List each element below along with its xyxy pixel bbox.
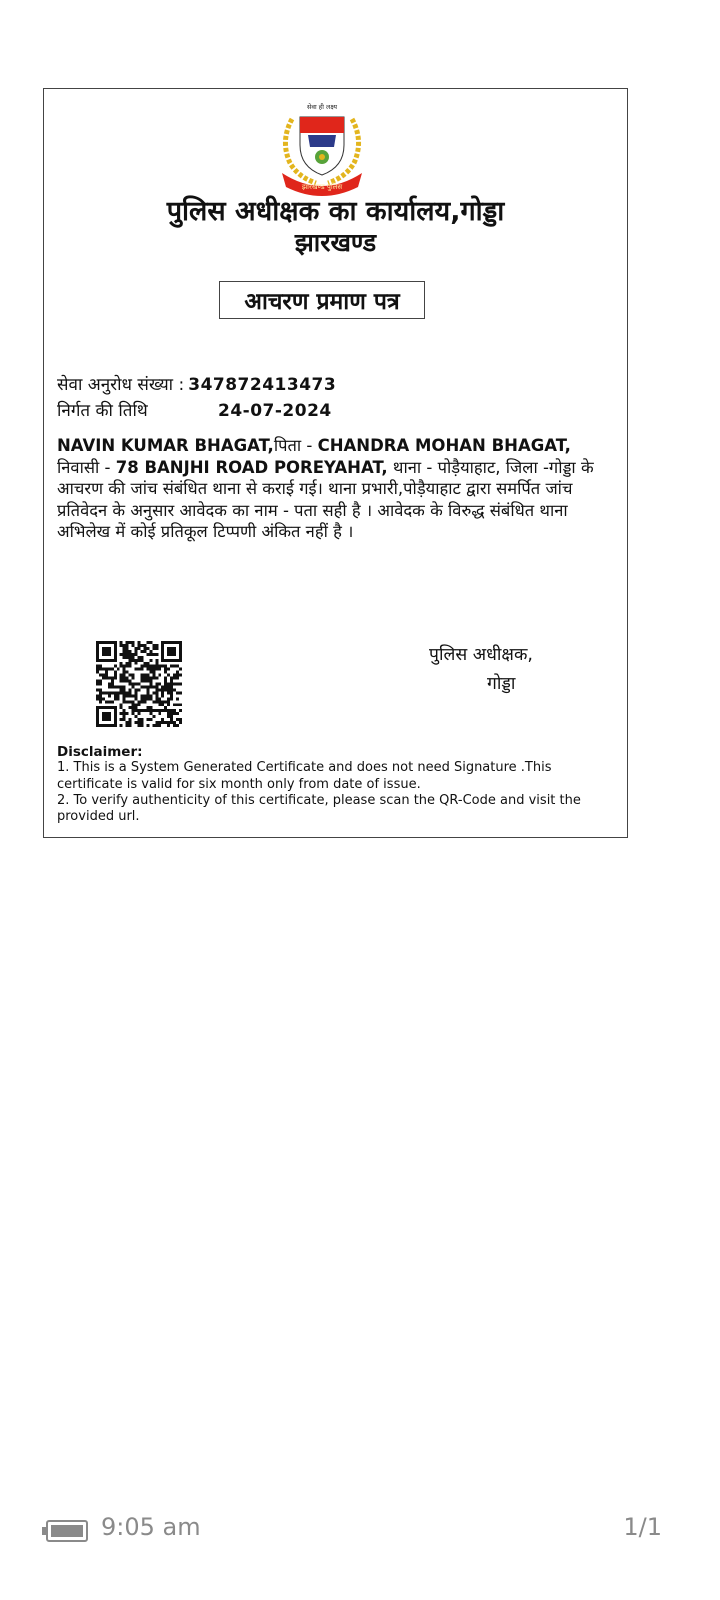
clock: 9:05 am — [101, 1513, 201, 1541]
battery-icon — [42, 1520, 88, 1542]
signatory-district: गोड्डा — [487, 674, 516, 694]
certificate-title: आचरण प्रमाण पत्र — [219, 281, 425, 319]
office-state: झारखण्ड — [294, 228, 377, 257]
issue-date-label: निर्गत की तिथि — [57, 401, 148, 421]
father-label: पिता - — [273, 436, 318, 455]
disclaimer — [57, 744, 597, 825]
certificate-body — [57, 435, 617, 543]
status-bar — [0, 1505, 720, 1551]
applicant-address: 78 BANJHI ROAD POREYAHAT, — [115, 457, 388, 477]
request-number-value: 347872413473 — [188, 375, 337, 395]
residence-label: निवासी - — [57, 457, 116, 477]
signatory-title: पुलिस अधीक्षक, — [429, 645, 533, 665]
father-name: CHANDRA MOHAN BHAGAT, — [317, 436, 571, 455]
certificate-statement: थाना - पोड़ैयाहाट, जिला -गोड्डा के आचरण की जांच संबंधित थाना से कराई गई। थाना प्रभारी,पोड़ैयाहाट द्वारा समर्पित जांच प्रतिवेदन के अनुसार आवेदक का नाम - पता सही है । आवेदक के विरुद्ध संबंधित थाना अभिलेख में कोई प्रतिकूल टिप्पणी अंकित नहीं है । — [57, 457, 594, 541]
disclaimer-line-1: 1. This is a System Generated Certificate and does not need Signature .This certificate is valid for six month only from date of issue. — [57, 760, 552, 792]
issue-date-row — [57, 398, 332, 421]
disclaimer-line-2: 2. To verify authenticity of this certificate, please scan the QR-Code and visit the provided url. — [57, 792, 581, 825]
conduct-certificate — [43, 88, 628, 838]
applicant-name: NAVIN KUMAR BHAGAT, — [57, 436, 274, 455]
emblem-ribbon-text: झारखण्ड पुलिस — [301, 183, 343, 191]
request-number-row — [57, 372, 336, 395]
signatory-block — [429, 641, 533, 699]
request-number-label: सेवा अनुरोध संख्या : — [57, 375, 185, 395]
emblem-motto: सेवा ही लक्ष्य — [306, 103, 338, 111]
jharkhand-police-emblem-icon — [272, 101, 372, 199]
qr-code-icon[interactable] — [96, 641, 182, 727]
office-title: पुलिस अधीक्षक का कार्यालय,गोड्डा — [166, 196, 505, 227]
issue-date-value: 24-07-2024 — [218, 401, 332, 421]
disclaimer-title: Disclaimer: — [57, 744, 143, 760]
page-indicator: 1/1 — [623, 1513, 662, 1541]
qr-code-modules — [96, 641, 182, 727]
